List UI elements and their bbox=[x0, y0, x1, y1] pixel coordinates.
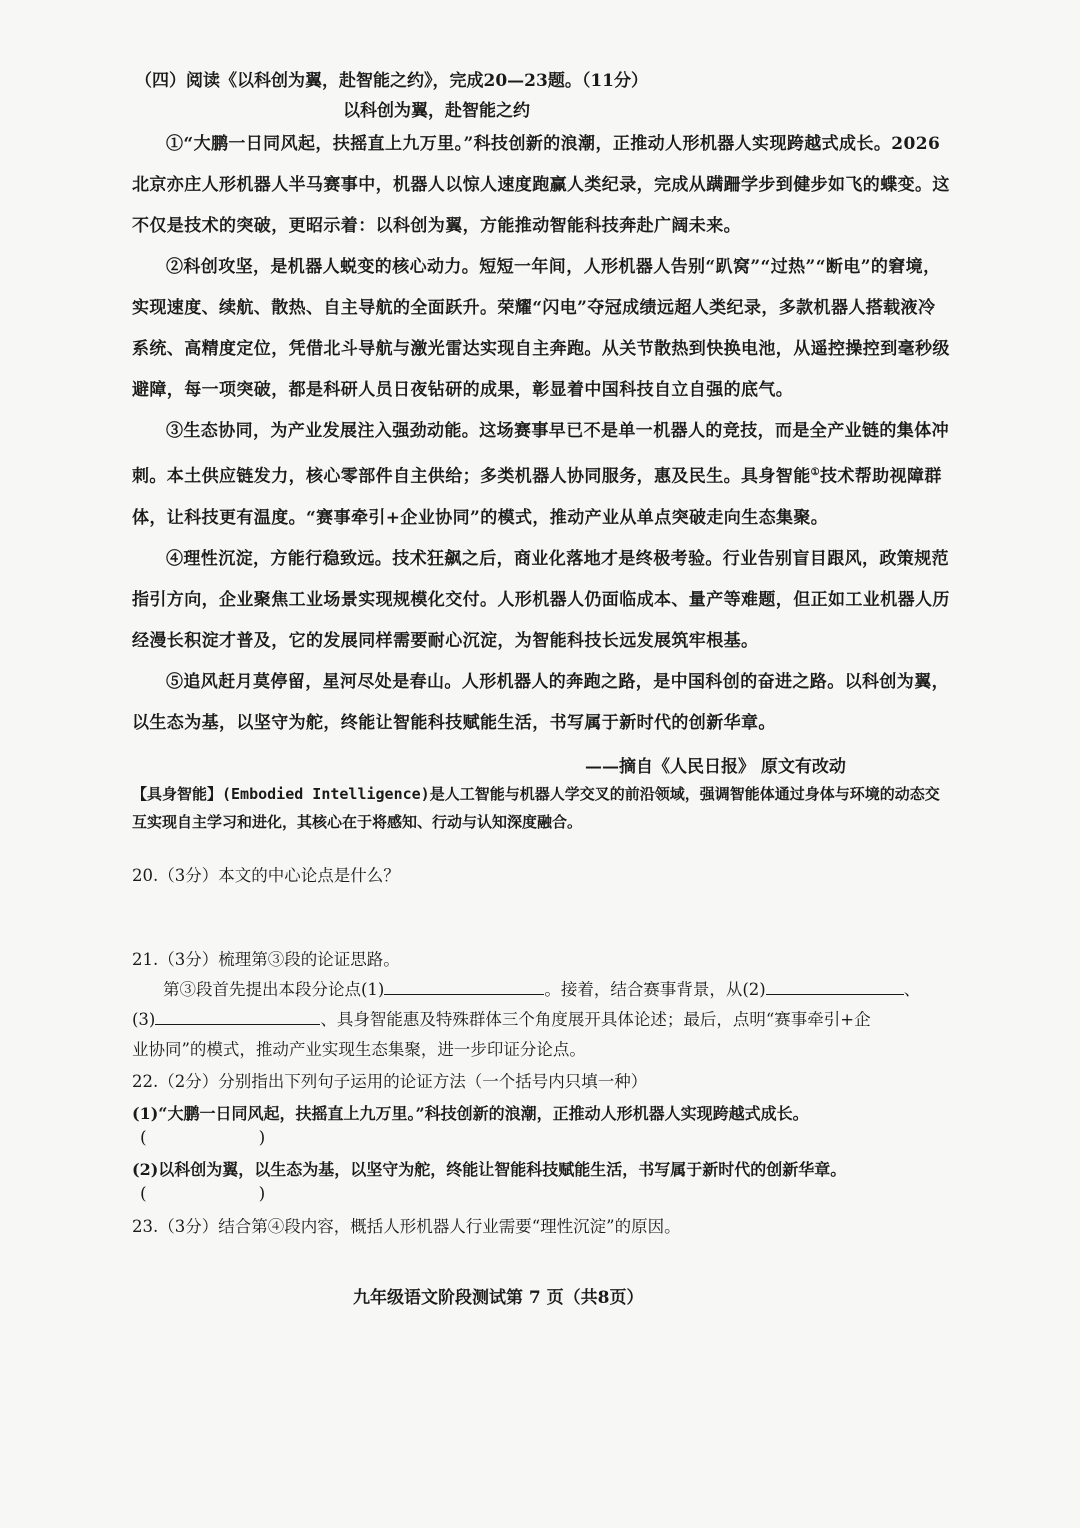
question-23: 23.（3分）结合第④段内容，概括人形机器人行业需要“理性沉淀”的原因。 bbox=[132, 1217, 681, 1236]
section-title: （四）阅读《以科创为翼，赴智能之约》，完成20—23题。（11分） bbox=[135, 71, 648, 91]
paragraph-3 bbox=[132, 411, 952, 539]
paragraph-5: ⑤追风赶月莫停留，星河尽处是春山。人形机器人的奔跑之路，是中国科创的奋进之路。以科创为翼，以生态为基，以坚守为舵，终能让智能科技赋能生活，书写属于新时代的创新华章。 bbox=[132, 671, 949, 733]
answer-blank-1[interactable] bbox=[384, 976, 544, 995]
paragraph-3-tail: 技术帮助视障群体，让科技更有温度。“赛事牵引+企业协同”的模式，推动产业从单点突破走向生态集聚。 bbox=[132, 466, 942, 528]
question-21-head: 21.（3分）梳理第③段的论证思路。 bbox=[132, 950, 400, 969]
source-citation: ——摘自《人民日报》 原文有改动 bbox=[585, 757, 846, 777]
question-21-line-2: (3) 、具身智能惠及特殊群体三个角度展开具体论述；最后，点明“赛事牵引+企 bbox=[132, 1006, 871, 1030]
answer-blank-3[interactable] bbox=[155, 1006, 320, 1025]
question-22-sentence-1: (1)“大鹏一日同风起，扶摇直上九万里。”科技创新的浪潮，正推动人形机器人实现跨越式成长。 bbox=[132, 1104, 809, 1123]
paragraph-3-head: ③生态协同，为产业发展注入强劲动能。这场赛事早已不是单一机器人的竞技，而是全产业链的集体冲刺。本土供应链发力，核心零部件自主供给；多类机器人协同服务，惠及民生。具身智能 bbox=[132, 421, 949, 487]
answer-paren-1[interactable]: ( ) bbox=[140, 1128, 266, 1148]
question-20: 20.（3分）本文的中心论点是什么？ bbox=[132, 866, 400, 885]
footnote-text: 【具身智能】(Embodied Intelligence)是人工智能与机器人学交叉的前沿领域，强调智能体通过身体与环境的动态交互实现自主学习和进化，其核心在于将感知、行动与认知深度融合。 bbox=[132, 785, 940, 831]
answer-blank-2[interactable] bbox=[766, 976, 904, 995]
paragraph-2: ②科创攻坚，是机器人蜕变的核心动力。短短一年间，人形机器人告别“趴窝”“过热”“断电”的窘境，实现速度、续航、散热、自主导航的全面跃升。荣耀“闪电”夺冠成绩远超人类纪录，多款机器人搭载液冷系统、高精度定位，凭借北斗导航与激光雷达实现自主奔跑。从关节散热到快换电池，从遥控操控到毫秒级避障，每一项突破，都是科研人员日夜钻研的成果，彰显着中国科技自立自强的底气。 bbox=[132, 257, 950, 400]
question-21-line-1: 第③段首先提出本段分论点(1) 。接着，结合赛事背景，从(2) 、 bbox=[163, 976, 920, 1000]
question-22-sentence-2: (2)以科创为翼，以生态为基，以坚守为舵，终能让智能科技赋能生活，书写属于新时代的创新华章。 bbox=[132, 1160, 847, 1179]
page-footer: 九年级语文阶段测试第 7 页（共8页） bbox=[353, 1288, 644, 1308]
footnote-mark: ① bbox=[810, 467, 820, 478]
paragraph-1: ①“大鹏一日同风起，扶摇直上九万里。”科技创新的浪潮，正推动人形机器人实现跨越式成长。2026北京亦庄人形机器人半马赛事中，机器人以惊人速度跑赢人类纪录，完成从蹒跚学步到健步如飞的蝶变。这不仅是技术的突破，更昭示着：以科创为翼，方能推动智能科技奔赴广阔未来。 bbox=[132, 134, 950, 236]
article-body bbox=[132, 124, 952, 744]
paragraph-4: ④理性沉淀，方能行稳致远。技术狂飙之后，商业化落地才是终极考验。行业告别盲目跟风，政策规范指引方向，企业聚焦工业场景实现规模化交付。人形机器人仍面临成本、量产等难题，但正如工业机器人历经漫长积淀才普及，它的发展同样需要耐心沉淀，为智能科技长远发展筑牢根基。 bbox=[132, 548, 950, 651]
question-22-head: 22.（2分）分别指出下列句子运用的论证方法（一个括号内只填一种） bbox=[132, 1072, 648, 1091]
article-title: 以科创为翼，赴智能之约 bbox=[343, 101, 530, 121]
question-21-line-3: 业协同”的模式，推动产业实现生态集聚，进一步印证分论点。 bbox=[132, 1040, 586, 1059]
answer-paren-2[interactable]: ( ) bbox=[140, 1184, 266, 1204]
